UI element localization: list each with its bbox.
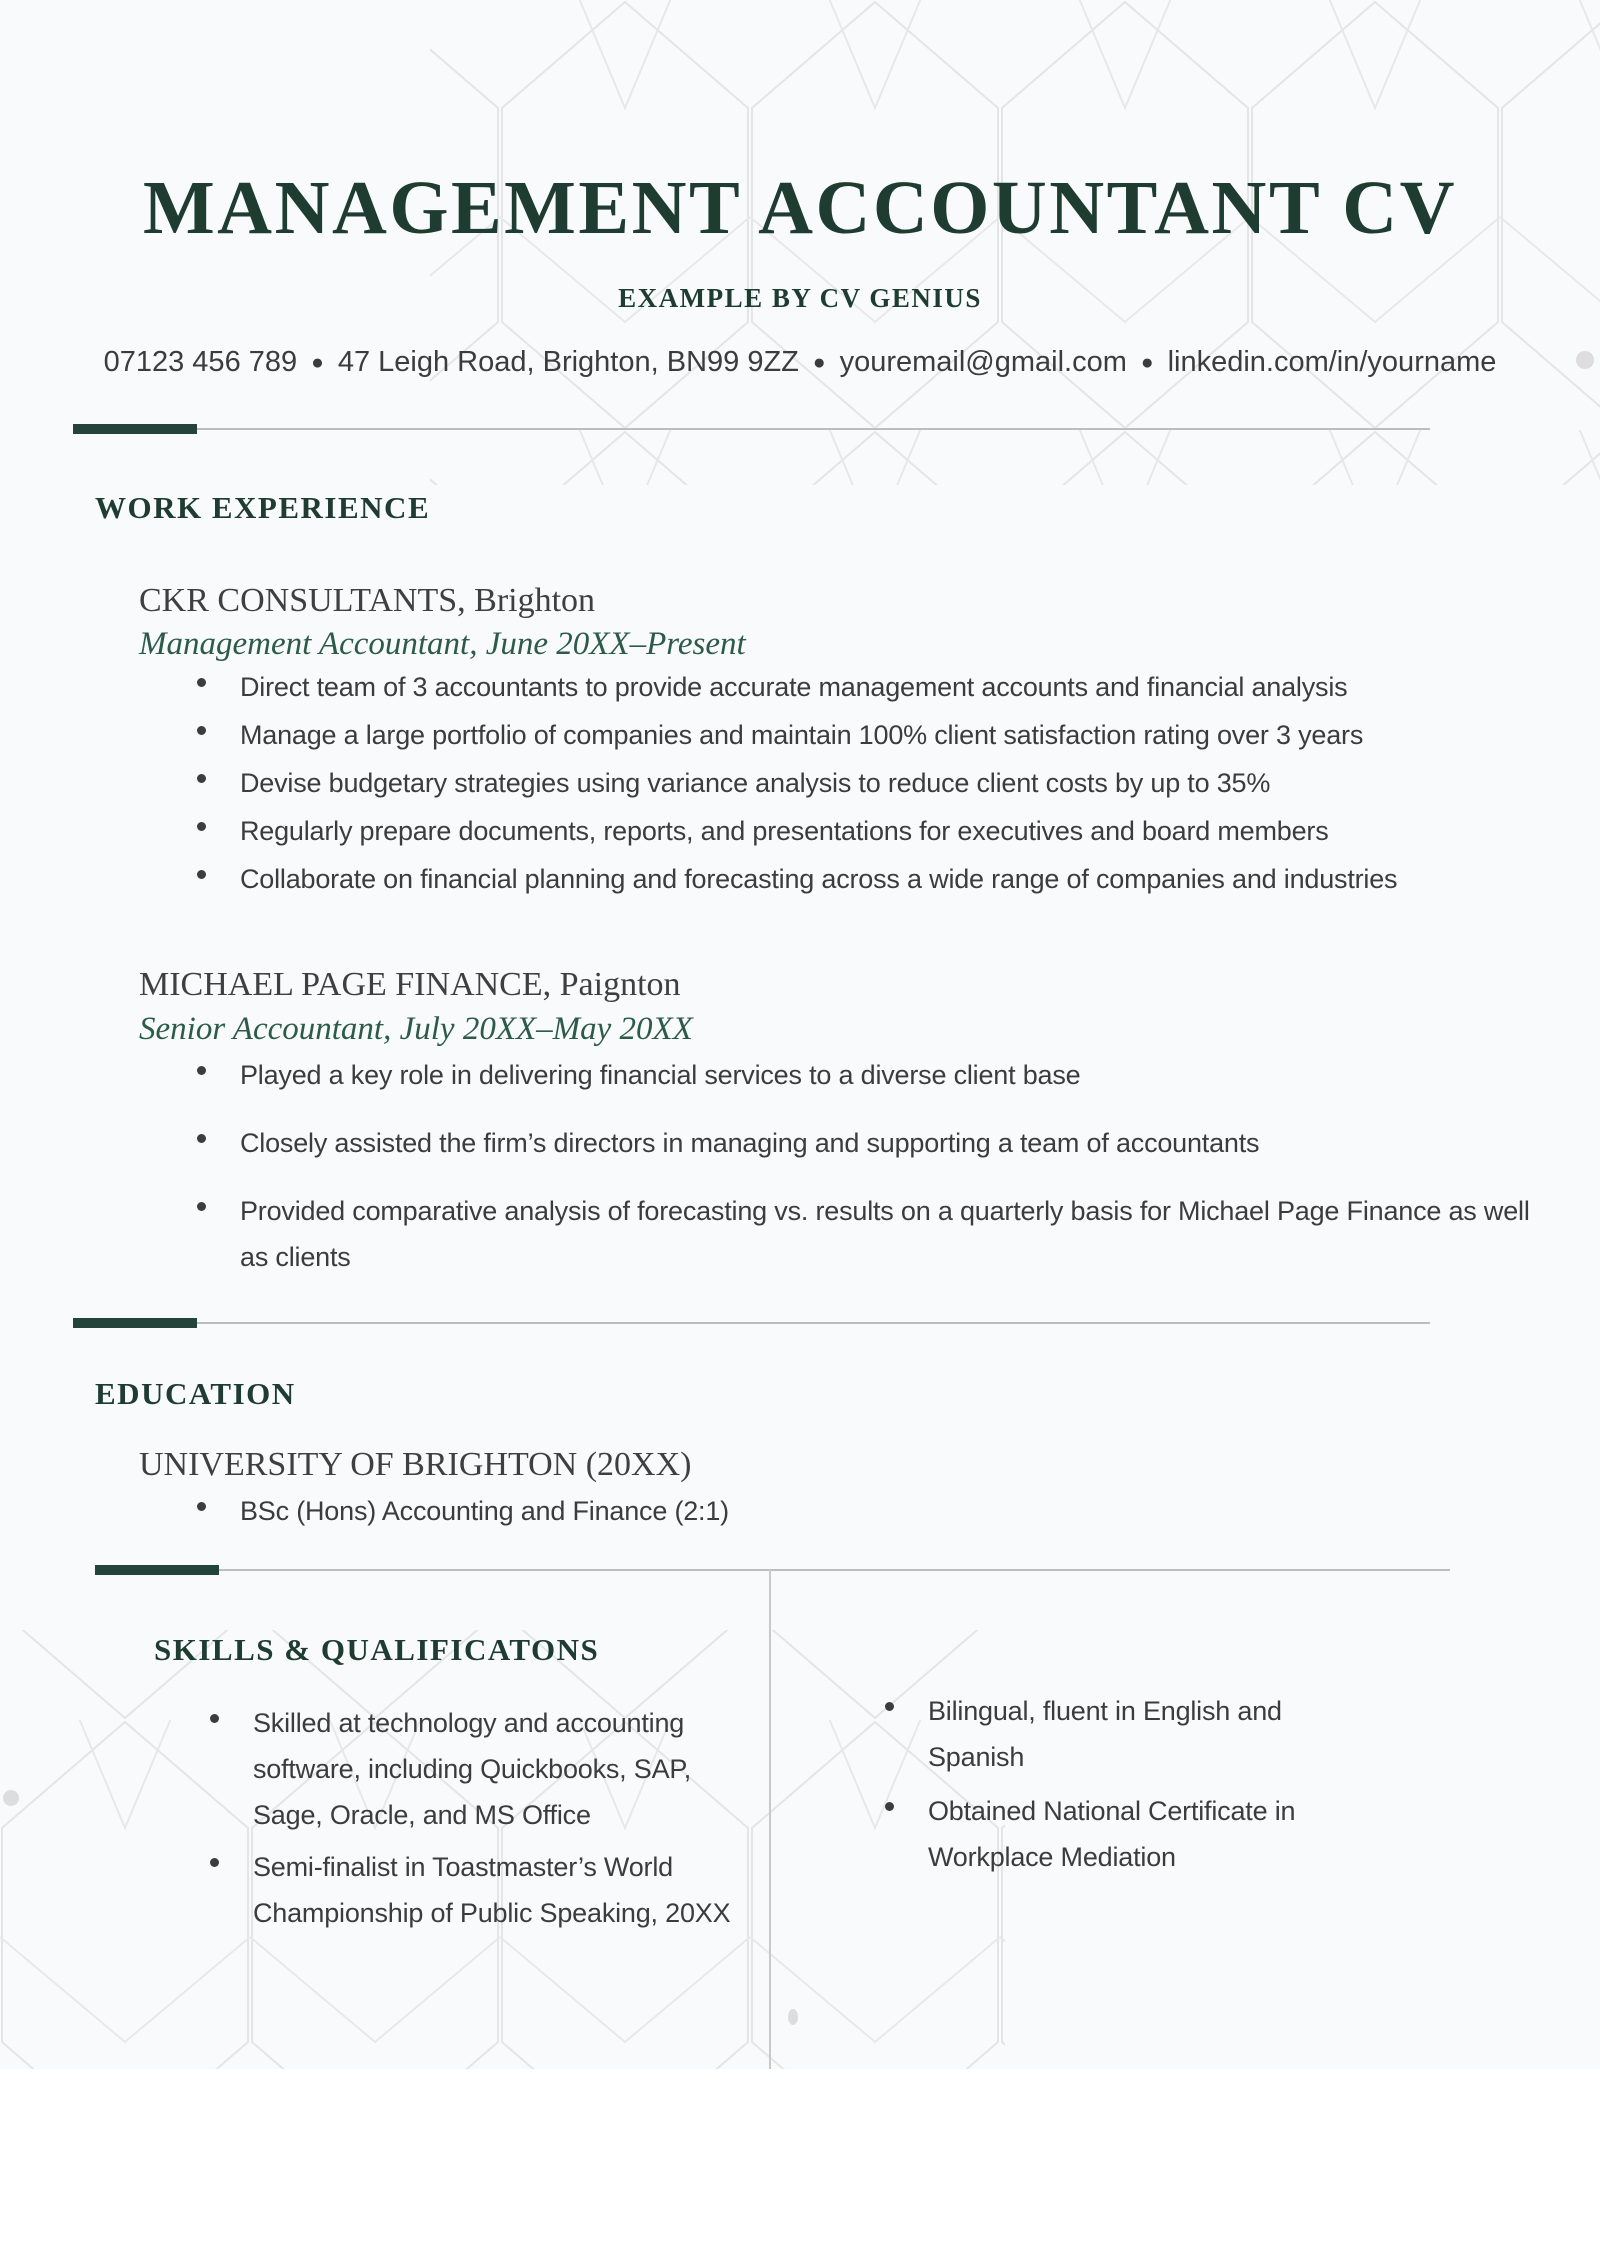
section-divider (73, 1318, 1433, 1328)
school-name: UNIVERSITY OF BRIGHTON (20XX) (139, 1446, 692, 1483)
bullet-icon (885, 1702, 894, 1711)
skills-left-column (210, 1700, 731, 1936)
list-item: Played a key role in delivering financial services to a diverse client base (197, 1052, 1540, 1098)
bullet-icon (197, 1066, 206, 1075)
divider-rule (73, 1322, 1430, 1324)
education-section-heading: EDUCATION (95, 1376, 296, 1411)
decor-dot-left (3, 1790, 19, 1806)
list-item: Manage a large portfolio of companies and maintain 100% client satisfaction rating over 3 years (197, 712, 1540, 758)
decor-dot-bottom (788, 2009, 798, 2025)
contact-separator-icon: ● (1140, 351, 1154, 374)
contact-separator-icon: ● (311, 351, 324, 374)
divider-rule (95, 1569, 1450, 1571)
contact-address: 47 Leigh Road, Brighton, BN99 9ZZ (337, 346, 799, 378)
bullet-icon (210, 1858, 219, 1867)
column-divider-line (769, 1570, 771, 2069)
bullet-icon (197, 1502, 206, 1511)
section-divider (95, 1565, 1455, 1575)
list-item: Closely assisted the firm’s directors in managing and supporting a team of accountants (197, 1120, 1540, 1166)
bullet-icon (210, 1714, 219, 1723)
job-title-dates: Management Accountant, June 20XX–Present (139, 626, 746, 662)
contact-line (0, 346, 1600, 379)
contact-email: youremail@gmail.com (839, 346, 1127, 378)
list-item: Direct team of 3 accountants to provide accurate management accounts and financial analysis (197, 664, 1540, 710)
bullet-icon (197, 870, 206, 879)
list-item: Bilingual, fluent in English and Spanish (885, 1688, 1353, 1780)
skills-right-column (885, 1688, 1353, 1880)
section-divider (73, 424, 1433, 434)
bullet-list (197, 1052, 1540, 1282)
bullet-icon (197, 774, 206, 783)
bullet-icon (197, 822, 206, 831)
company-name: CKR CONSULTANTS, Brighton (139, 582, 596, 619)
list-item: Skilled at technology and accounting software, including Quickbooks, SAP, Sage, Oracle, and MS Office (210, 1700, 731, 1838)
contact-phone: 07123 456 789 (103, 346, 298, 378)
bullet-icon (197, 1202, 206, 1211)
bullet-list (197, 1488, 1540, 1536)
contact-separator-icon: ● (812, 351, 826, 374)
divider-accent-bar (73, 424, 197, 434)
divider-accent-bar (73, 1318, 197, 1328)
list-item: Semi-finalist in Toastmaster’s World Championship of Public Speaking, 20XX (210, 1844, 731, 1936)
company-name: MICHAEL PAGE FINANCE, Paignton (139, 966, 681, 1003)
page-subtitle: EXAMPLE BY CV GENIUS (618, 283, 982, 313)
list-item: Devise budgetary strategies using variance analysis to reduce client costs by up to 35% (197, 760, 1540, 806)
bullet-list (197, 664, 1540, 904)
bullet-icon (197, 726, 206, 735)
work-section-heading: WORK EXPERIENCE (95, 490, 431, 525)
bullet-icon (197, 678, 206, 687)
contact-linkedin: linkedin.com/in/yourname (1167, 346, 1497, 378)
list-item: BSc (Hons) Accounting and Finance (2:1) (197, 1488, 1540, 1534)
list-item: Collaborate on financial planning and forecasting across a wide range of companies and industries (197, 856, 1540, 902)
bullet-icon (197, 1134, 206, 1143)
job-title-dates: Senior Accountant, July 20XX–May 20XX (139, 1011, 693, 1047)
list-item: Obtained National Certificate in Workplace Mediation (885, 1788, 1353, 1880)
skills-section-heading: SKILLS & QUALIFICATONS (154, 1632, 600, 1667)
page-title: MANAGEMENT ACCOUNTANT CV (142, 166, 1458, 250)
divider-accent-bar (95, 1565, 219, 1575)
list-item: Provided comparative analysis of forecasting vs. results on a quarterly basis for Michael Page Finance as well as clients (197, 1188, 1540, 1280)
list-item: Regularly prepare documents, reports, and presentations for executives and board members (197, 808, 1540, 854)
bullet-icon (885, 1802, 894, 1811)
divider-rule (73, 428, 1430, 430)
